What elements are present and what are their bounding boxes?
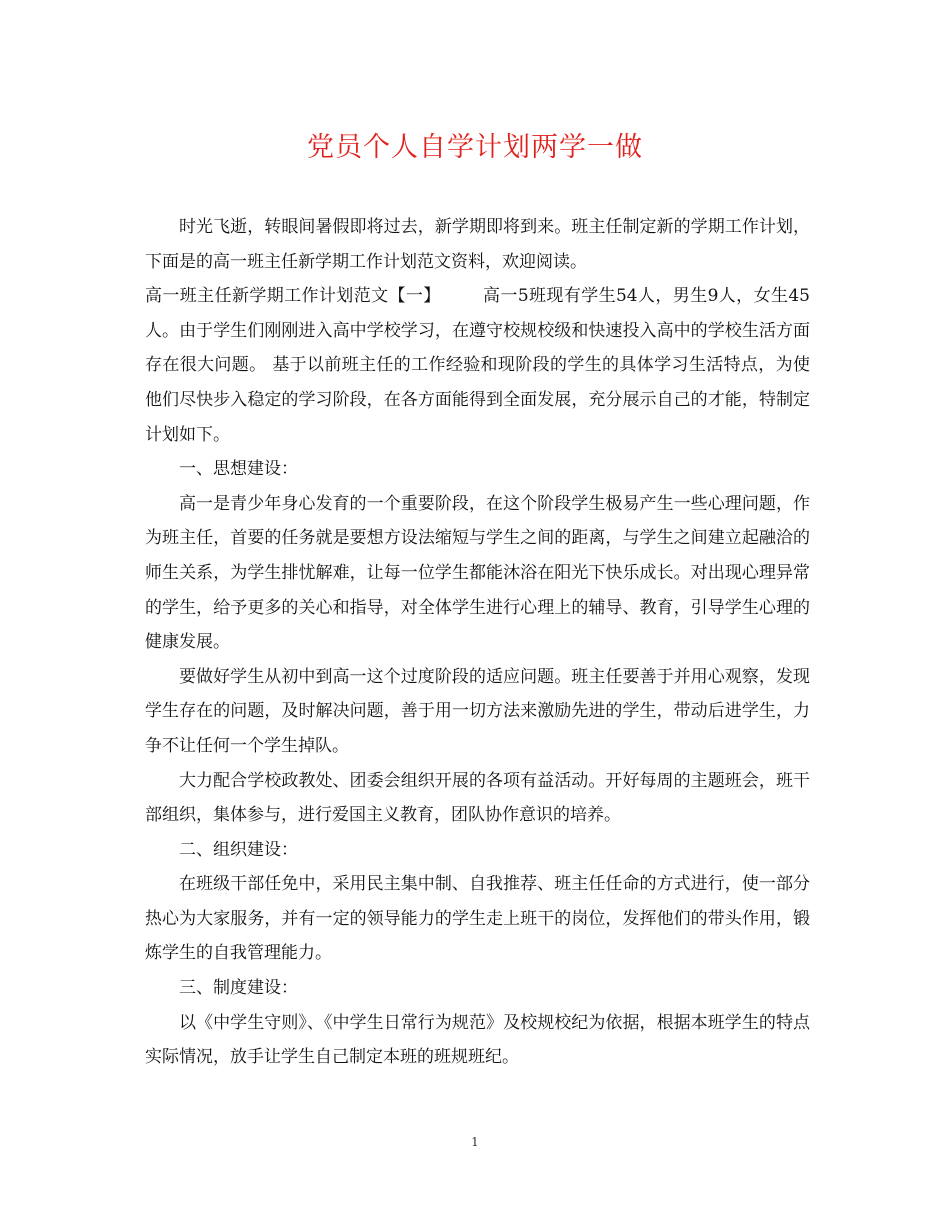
ideology-paragraph-3: 大力配合学校政教处、团委会组织开展的各项有益活动。开好每周的主题班会，班干部组织，集体参与，进行爱国主义教育，团队协作意识的培养。 [145,770,810,826]
document-body [145,210,810,1075]
ideology-paragraph-1: 高一是青少年身心发育的一个重要阶段，在这个阶段学生极易产生一些心理问题，作为班主任，首要的任务就是要想方设法缩短与学生之间的距离，与学生之间建立起融洽的师生关系，为学生排忧解难，让每一位学生都能沐浴在阳光下快乐成长。对出现心理异常的学生，给予更多的关心和指导，对全体学生进行心理上的辅导、教育，引导学生心理的健康发展。 [145,493,810,653]
section-heading-ideology: 一、思想建设： [179,459,298,480]
class-info: 高一5班现有学生54人，男生9人，女生45人。 [145,286,810,341]
sample-heading: 高一班主任新学期工作计划范文【一】 [145,286,441,307]
organization-paragraph: 在班级干部任免中，采用民主集中制、自我推荐、班主任任命的方式进行，使一部分热心为大家服务，并有一定的领导能力的学生走上班干的岗位，发挥他们的带头作用，锻炼学生的自我管理能力。 [145,874,810,964]
page-number: 1 [471,1135,479,1149]
system-paragraph: 以《中学生守则》、《中学生日常行为规范》及校规校纪为依据，根据本班学生的特点实际情况，放手让学生自己制定本班的班规班纪。 [145,1012,810,1068]
class-description: 由于学生们刚刚进入高中学校学习，在遵守校规校级和快速投入高中的学校生活方面存在很大问题。 基于以前班主任的工作经验和现阶段的学生的具体学习生活特点，为使他们尽快步入稳定的学习阶段，在各方面能得到全面发展，充分展示自己的才能，特制定计划如下。 [145,320,811,445]
section-heading-organization: 二、组织建设： [179,839,298,860]
intro-paragraph: 时光飞逝，转眼间暑假即将过去，新学期即将到来。班主任制定新的学期工作计划，下面是的高一班主任新学期工作计划范文资料，欢迎阅读。 [145,217,810,272]
document-title: 党员个人自学计划两学一做 [307,132,643,163]
ideology-paragraph-2: 要做好学生从初中到高一这个过度阶段的适应问题。班主任要善于并用心观察，发现学生存在的问题，及时解决问题，善于用一切方法来激励先进的学生，带动后进学生，力争不让任何一个学生掉队。 [145,666,810,756]
sample-intro-paragraph [145,279,810,452]
section-heading-system: 三、制度建设： [179,978,298,999]
